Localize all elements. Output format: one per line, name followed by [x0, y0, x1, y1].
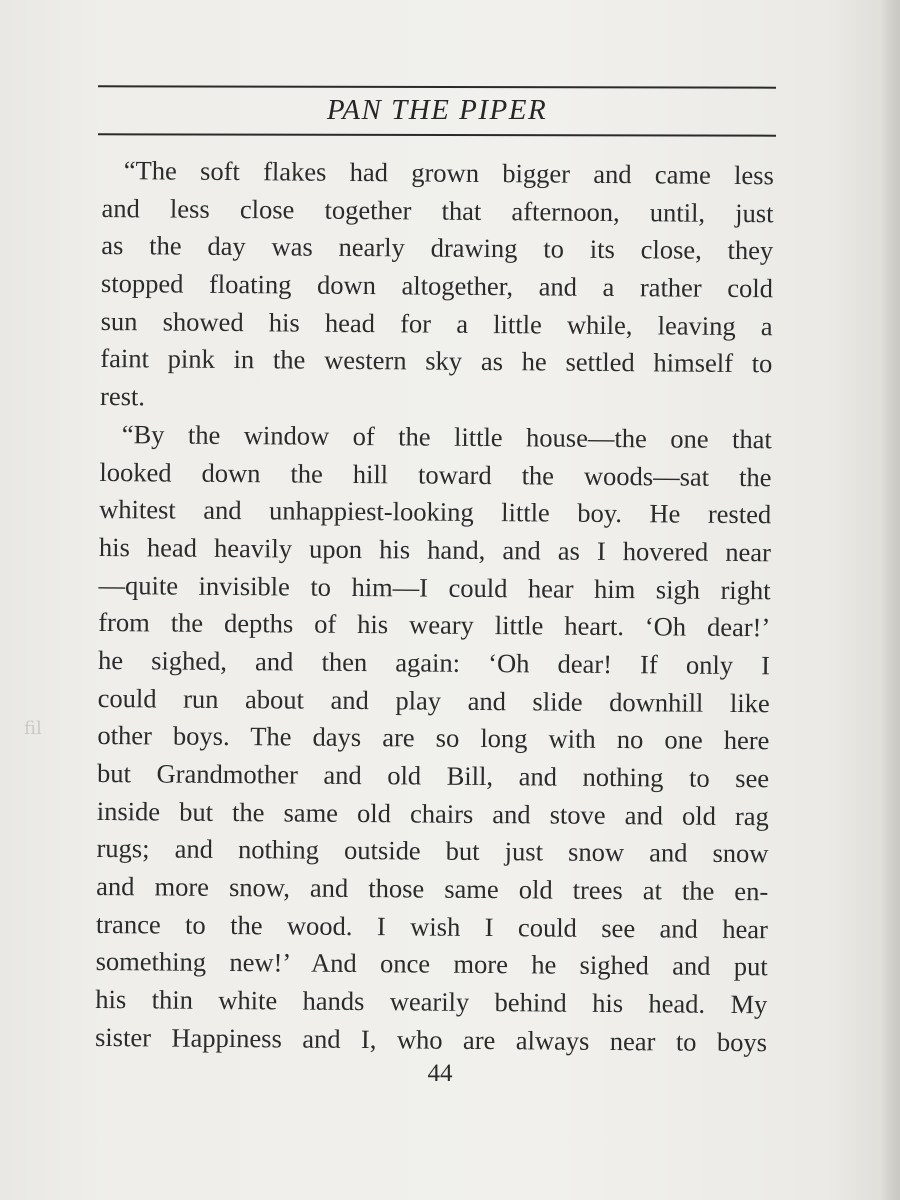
text-line: “By the window of the little house—the one that [121, 418, 772, 455]
text-line: rest. [99, 381, 146, 412]
text-line: but Grandmother and old Bill, and nothing to see [97, 757, 770, 794]
text-line: he sighed, and then again: ‘Oh dear! If only I [97, 644, 771, 681]
text-line: as the day was nearly drawing to its close, they [101, 230, 774, 266]
body-text [95, 152, 774, 1062]
text-line: trance to the wood. I wish I could see and hear [95, 908, 769, 945]
running-title: PAN THE PIPER [326, 94, 548, 126]
text-line: other boys. The days are so long with no one here [97, 720, 770, 756]
text-line: inside but the same old chairs and stove and old rag [96, 795, 769, 831]
text-line: rugs; and nothing outside but just snow and snow [96, 833, 769, 869]
text-line: whitest and unhappiest-looking little boy. He rested [99, 494, 772, 530]
page-edge [878, 0, 900, 1200]
header-rule-top [98, 85, 776, 88]
text-line: something new!’ And once more he sighed and put [95, 946, 768, 982]
header-rule-bottom [98, 133, 776, 136]
text-line: from the depths of his weary little heart. ‘Oh dear!’ [98, 607, 771, 643]
show-through-text: fil [24, 718, 42, 739]
text-line: stopped floating down altogether, and a rather cold [100, 268, 774, 304]
text-line: his thin white hands wearily behind his head. My [95, 984, 768, 1020]
text-line: and more snow, and those same old trees at the en- [96, 871, 769, 907]
text-line: “The soft flakes had grown bigger and came less [123, 155, 774, 191]
text-line: sister Happiness and I, who are always near to boys [94, 1021, 768, 1058]
text-line: —quite invisible to him—I could hear him sigh right [98, 569, 771, 605]
text-line: sun showed his head for a little while, leaving a [100, 305, 773, 342]
text-line: looked down the hill toward the woods—sat the [99, 456, 772, 492]
text-line: and less close together that afternoon, until, just [101, 192, 774, 228]
text-line: could run about and play and slide downhill like [97, 682, 770, 718]
text-line: faint pink in the western sky as he settled himself to [100, 343, 773, 379]
page-number: 44 [427, 1060, 453, 1087]
text-line: his head heavily upon his hand, and as I hovered near [98, 531, 771, 568]
running-header [98, 82, 776, 142]
